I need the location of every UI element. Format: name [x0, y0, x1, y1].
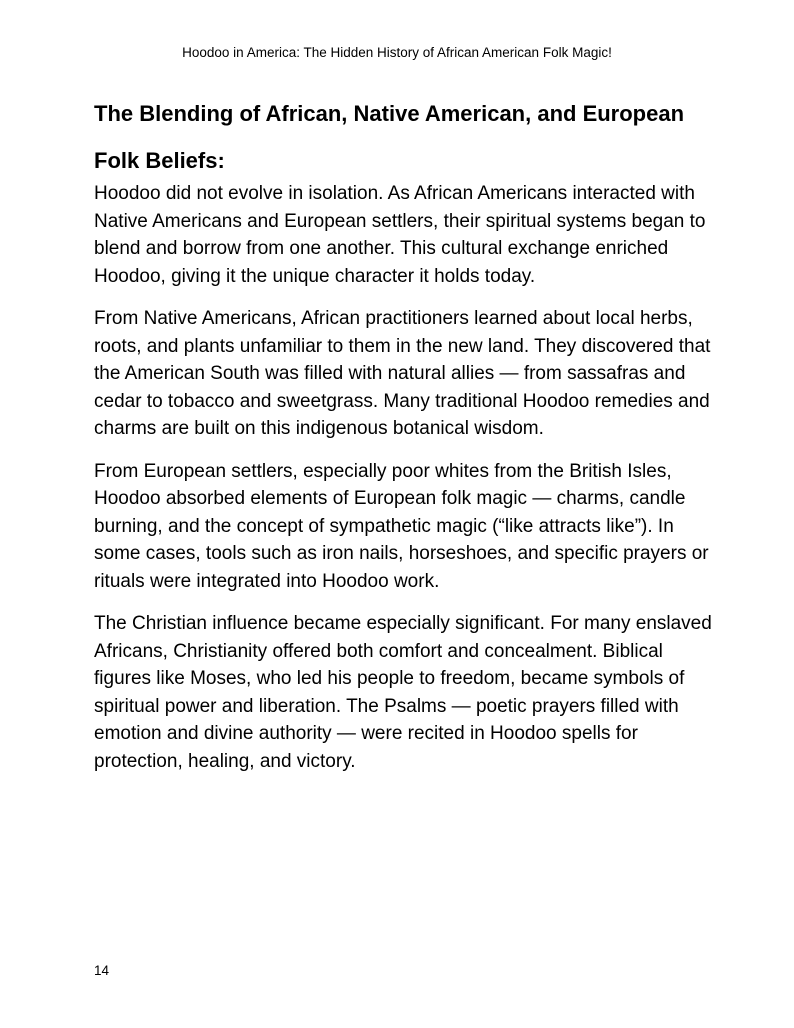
- page-number: 14: [94, 963, 110, 978]
- body-text: [94, 180, 714, 790]
- paragraph: From European settlers, especially poor whites from the British Isles, Hoodoo absorbed elements of European folk magic — charms, candle burning, and the concept of sympathetic magic (“like attracts like”). In some cases, tools such as iron nails, horseshoes, and specific prayers or rituals were integrated into Hoodoo work.: [94, 460, 709, 592]
- section-heading: The Blending of African, Native American, and European Folk Beliefs:: [94, 101, 685, 173]
- paragraph: The Christian influence became especially significant. For many enslaved Africans, Christianity offered both comfort and concealment. Biblical figures like Moses, who led his people to freedom, became symbols of spiritual power and liberation. The Psalms — poetic prayers filled with emotion and divine authority — were recited in Hoodoo spells for protection, healing, and victory.: [94, 613, 712, 772]
- paragraph: From Native Americans, African practitioners learned about local herbs, roots, and plants unfamiliar to them in the new land. They discovered that the American South was filled with natural allies — from sassafras and cedar to tobacco and sweetgrass. Many traditional Hoodoo remedies and charms are built on this indigenous botanical wisdom.: [94, 308, 711, 439]
- paragraph: Hoodoo did not evolve in isolation. As African Americans interacted with Native Americans and European settlers, their spiritual systems began to blend and borrow from one another. This cultural exchange enriched Hoodoo, giving it the unique character it holds today.: [94, 183, 706, 287]
- running-header: Hoodoo in America: The Hidden History of African American Folk Magic!: [182, 45, 612, 60]
